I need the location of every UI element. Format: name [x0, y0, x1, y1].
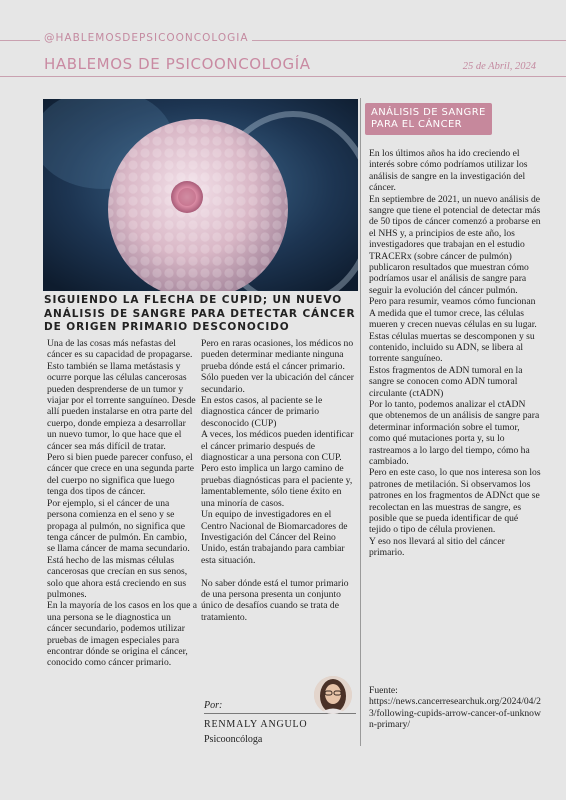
source-block: [369, 685, 544, 731]
paragraph: Un equipo de investigadores en el Centro Nacional de Biomarcadores de Investigación del Cáncer del Reino Unido, están trabajando para cambiar esta situación.: [201, 509, 348, 566]
paragraph: En los últimos años ha ido creciendo el interés sobre cómo podríamos utilizar los análisis de sangre en la investigación del cáncer.: [369, 148, 528, 194]
paragraph: En la mayoría de los casos en los que a una persona se le diagnostica un cáncer secundario, podemos utilizar pruebas de imagen especiales para encontrar dónde se origina el cáncer, conocido como cáncer primario.: [47, 600, 197, 669]
source-label: Fuente:: [369, 685, 398, 696]
paragraph: No saber dónde está el tumor primario de una persona presenta un conjunto único de desafíos cuando se trata de tratamiento.: [201, 577, 349, 623]
article-column-2: [201, 338, 357, 623]
paragraph: Por lo tanto, podemos analizar el ctADN que obtenemos de un análisis de sangre para determinar información sobre el tumor, como qué mutaciones porta y, su lo rastreamos a lo largo del tiempo, cómo ha cambiado.: [369, 398, 540, 467]
author-role: Psicooncóloga: [204, 734, 263, 745]
paragraph: Y eso nos llevará al sitio del cáncer primario.: [369, 535, 505, 559]
hero-image: [43, 99, 358, 291]
paragraph: Pero si bien puede parecer confuso, el cáncer que crece en una segunda parte del cuerpo no significa que luego tenga dos tipos de cáncer.: [47, 452, 195, 498]
author-by-label: Por:: [204, 700, 223, 711]
article-column-1: [47, 338, 197, 669]
magazine-title: HABLEMOS DE PSICOONCOLOGÍA: [44, 55, 311, 73]
header-rule-bottom: [0, 76, 566, 77]
author-name: RENMALY ANGULO: [204, 719, 308, 730]
paragraph: Una de las cosas más nefastas del cáncer es su capacidad de propagarse.: [47, 338, 193, 361]
paragraph: Por ejemplo, si el cáncer de una persona comienza en el seno y se propaga al pulmón, no significa que tenga cáncer de pulmón. En cambio, se llama cáncer de mama secundario. Está hecho de las mismas células cancerosas que crecían en sus senos, solo que ahora está creciendo en sus pulmones.: [47, 497, 190, 600]
avatar: [314, 676, 352, 714]
social-handle: @HABLEMOSDEPSICOONCOLOGIA: [44, 32, 249, 44]
sidebar-column: [369, 148, 541, 559]
paragraph: A veces, los médicos pueden identificar el cáncer primario después de diagnosticar a una persona con CUP. Pero esto implica un largo camino de pruebas diagnósticas para el paciente y, lamentablemente, sólo tiene éxito en una minoría de casos.: [201, 429, 354, 509]
cell-illustration-icon: [43, 99, 358, 291]
paragraph: [201, 566, 357, 577]
paragraph: A medida que el tumor crece, las células mueren y crecen nuevas células en su lugar. Estas células muertas se descomponen y su contenido, incluido su ADN, se libera al torrente sanguíneo.: [369, 307, 537, 365]
paragraph: Pero para resumir, veamos cómo funcionan: [369, 296, 536, 308]
paragraph: Esto también se llama metástasis y ocurre porque las células cancerosas pueden desprenderse de un tumor y viajar por el torrente sanguíneo. Desde allí pueden instalarse en otra parte del cuerpo, donde empieza a desarrollar un nuevo tumor, lo que hace que el cáncer sea más difícil de tratar.: [47, 360, 196, 452]
article-title: SIGUIENDO LA FLECHA DE CUPID; UN NUEVO ANÁLISIS DE SANGRE PARA DETECTAR CÁNCER DE ORIGEN PRIMARIO DESCONOCIDO: [44, 294, 356, 333]
paragraph: Pero en este caso, lo que nos interesa son los patrones de metilación. Si observamos los patrones en los fragmentos de ADNct que se recolectan en las muestras de sangre, es posible que se pueda identificar de qué tejido o tipo de célula provienen.: [369, 467, 541, 536]
header-rule-right: [252, 40, 566, 41]
header-rule-left: [0, 40, 40, 41]
paragraph: En estos casos, al paciente se le diagnostica cáncer de primario desconocido (CUP): [201, 395, 323, 429]
author-photo-icon: [314, 676, 352, 714]
sidebar-section-tag: ANÁLISIS DE SANGRE PARA EL CÁNCER: [365, 103, 492, 135]
source-link[interactable]: https://news.cancerresearchuk.org/2024/04/23/following-cupids-arrow-cancer-of-unknown-primary/: [369, 696, 541, 731]
issue-date: 25 de Abril, 2024: [462, 61, 536, 72]
paragraph: Estos fragmentos de ADN tumoral en la sangre se conocen como ADN tumoral circulante (ctADN): [369, 364, 523, 399]
column-divider: [360, 98, 361, 746]
paragraph: Pero en raras ocasiones, los médicos no pueden determinar mediante ninguna prueba dónde está el cáncer primario. Sólo pueden ver la ubicación del cáncer secundario.: [201, 338, 354, 395]
paragraph: En septiembre de 2021, un nuevo análisis de sangre que tiene el potencial de detectar más de 50 tipos de cáncer comenzó a probarse en el NHS y, a principios de este año, los investigadores que trabajan en el estudio TRACERx (sobre cáncer de pulmón) publicaron resultados que muestran cómo podríamos usar el análisis de sangre para seguir la evolución del cáncer pulmón.: [369, 193, 541, 296]
